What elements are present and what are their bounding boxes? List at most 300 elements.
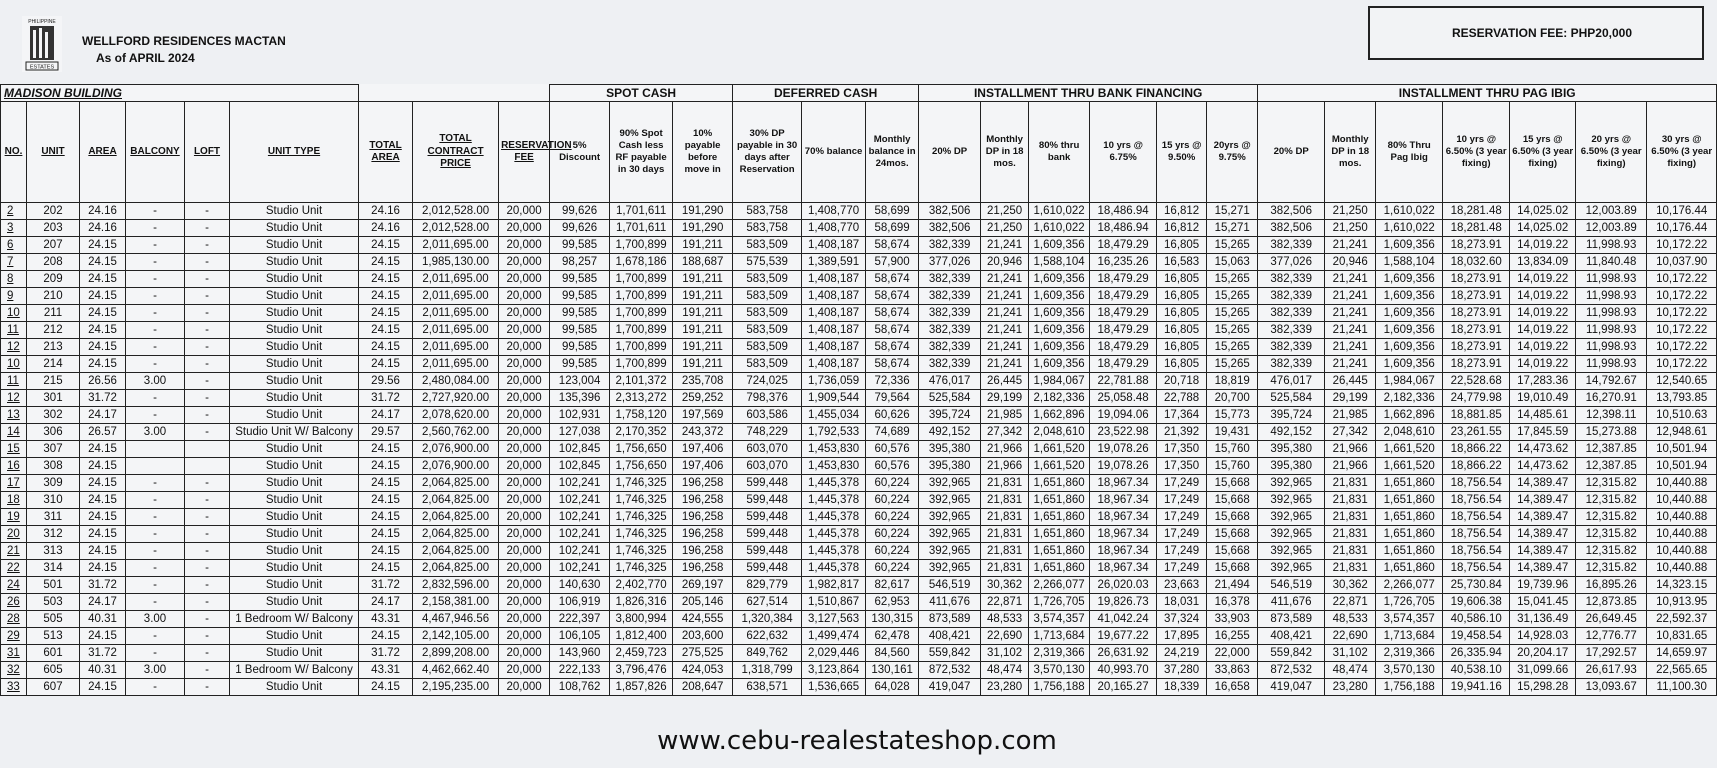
table-cell: 21,241: [981, 339, 1029, 356]
col-header: 80% Thru Pag Ibig: [1376, 102, 1443, 203]
table-cell: -: [185, 543, 230, 560]
table-cell: 10,440.88: [1647, 492, 1717, 509]
table-cell: 48,474: [981, 662, 1029, 679]
table-cell: 123,004: [550, 373, 610, 390]
group-deferred-cash: DEFERRED CASH: [733, 85, 919, 102]
table-cell: 29.56: [359, 373, 413, 390]
col-header: AREA: [80, 102, 126, 203]
table-cell: 1,445,378: [802, 509, 866, 526]
table-cell: 21,250: [981, 203, 1029, 220]
table-cell: 19,431: [1207, 424, 1258, 441]
table-cell: 2,182,336: [1376, 390, 1443, 407]
table-cell: 2,011,695.00: [413, 288, 499, 305]
table-cell: 14,323.15: [1647, 577, 1717, 594]
table-cell: 1,726,705: [1376, 594, 1443, 611]
table-cell: 1,445,378: [802, 526, 866, 543]
table-cell: -: [126, 526, 185, 543]
col-header: BALCONY: [126, 102, 185, 203]
col-header: 20% DP: [1258, 102, 1325, 203]
table-cell: 31,099.66: [1510, 662, 1576, 679]
table-cell: 20,000: [499, 645, 550, 662]
table-cell: 8: [1, 271, 27, 288]
table-cell: [126, 441, 185, 458]
table-cell: 21,241: [1325, 356, 1376, 373]
table-cell: 15,773: [1207, 407, 1258, 424]
table-cell: 1,700,899: [610, 305, 673, 322]
table-cell: 1,909,544: [802, 390, 866, 407]
table-cell: 24.15: [80, 441, 126, 458]
table-cell: 476,017: [919, 373, 981, 390]
table-cell: 43.31: [359, 611, 413, 628]
table-cell: [185, 458, 230, 475]
table-cell: 24.17: [359, 407, 413, 424]
table-cell: 20,946: [981, 254, 1029, 271]
table-cell: 476,017: [1258, 373, 1325, 390]
table-cell: 22,788: [1157, 390, 1207, 407]
table-cell: 58,699: [866, 203, 919, 220]
table-cell: 24.15: [80, 543, 126, 560]
table-cell: 1,408,187: [802, 237, 866, 254]
table-cell: Studio Unit: [230, 237, 359, 254]
table-cell: 24.17: [359, 594, 413, 611]
table-cell: 17,249: [1157, 560, 1207, 577]
table-cell: 197,406: [673, 441, 733, 458]
table-row: [1, 254, 1717, 271]
table-cell: 17,350: [1157, 458, 1207, 475]
table-cell: 11,100.30: [1647, 679, 1717, 696]
table-cell: 18,967.34: [1090, 492, 1157, 509]
table-cell: 31: [1, 645, 27, 662]
table-cell: 382,506: [1258, 203, 1325, 220]
table-row: [1, 424, 1717, 441]
table-cell: -: [185, 594, 230, 611]
table-cell: -: [185, 220, 230, 237]
table-cell: 607: [27, 679, 80, 696]
table-cell: 302: [27, 407, 80, 424]
table-cell: 102,241: [550, 543, 610, 560]
table-cell: 829,779: [733, 577, 802, 594]
table-cell: 395,724: [919, 407, 981, 424]
table-cell: 57,900: [866, 254, 919, 271]
table-cell: 19,739.96: [1510, 577, 1576, 594]
table-cell: 3,800,994: [610, 611, 673, 628]
table-cell: 583,509: [733, 288, 802, 305]
table-cell: -: [185, 237, 230, 254]
table-cell: 24.15: [80, 509, 126, 526]
table-cell: 873,589: [919, 611, 981, 628]
table-cell: 382,339: [1258, 322, 1325, 339]
table-cell: 2,727,920.00: [413, 390, 499, 407]
table-cell: 2,011,695.00: [413, 322, 499, 339]
table-cell: 143,960: [550, 645, 610, 662]
table-cell: 60,224: [866, 492, 919, 509]
table-cell: 599,448: [733, 526, 802, 543]
group-bank-financing: INSTALLMENT THRU BANK FINANCING: [919, 85, 1258, 102]
as-of-date: As of APRIL 2024: [96, 51, 195, 65]
table-cell: 15,668: [1207, 560, 1258, 577]
table-cell: 12,003.89: [1576, 203, 1647, 220]
table-cell: 18,479.29: [1090, 322, 1157, 339]
table-cell: 1,651,860: [1376, 560, 1443, 577]
table-cell: 21,831: [1325, 475, 1376, 492]
table-cell: 24.17: [80, 594, 126, 611]
table-cell: 24.15: [80, 322, 126, 339]
table-cell: 20,000: [499, 220, 550, 237]
table-cell: 235,708: [673, 373, 733, 390]
table-cell: 16,658: [1207, 679, 1258, 696]
table-row: [1, 611, 1717, 628]
table-cell: 18,273.91: [1443, 322, 1510, 339]
table-cell: 15,265: [1207, 356, 1258, 373]
table-cell: -: [185, 475, 230, 492]
table-cell: 1,536,665: [802, 679, 866, 696]
table-cell: 1,746,325: [610, 543, 673, 560]
table-cell: 196,258: [673, 526, 733, 543]
table-cell: -: [185, 305, 230, 322]
table-cell: Studio Unit W/ Balcony: [230, 424, 359, 441]
table-cell: 1,610,022: [1376, 220, 1443, 237]
table-cell: 18,032.60: [1443, 254, 1510, 271]
table-cell: 18,479.29: [1090, 339, 1157, 356]
col-header: 20yrs @ 9.75%: [1207, 102, 1258, 203]
table-cell: 382,339: [1258, 271, 1325, 288]
table-cell: 2,560,762.00: [413, 424, 499, 441]
table-cell: 58,674: [866, 288, 919, 305]
table-cell: 599,448: [733, 475, 802, 492]
table-cell: 15,668: [1207, 526, 1258, 543]
table-cell: 18,967.34: [1090, 526, 1157, 543]
table-cell: 10,172.22: [1647, 271, 1717, 288]
table-cell: 15,668: [1207, 509, 1258, 526]
table-cell: 191,211: [673, 356, 733, 373]
table-cell: 21,966: [1325, 441, 1376, 458]
col-header: Monthly DP in 18 mos.: [1325, 102, 1376, 203]
table-cell: 1 Bedroom W/ Balcony: [230, 662, 359, 679]
table-cell: 1,609,356: [1376, 356, 1443, 373]
table-cell: 20,000: [499, 356, 550, 373]
table-cell: 392,965: [1258, 492, 1325, 509]
table-cell: 309: [27, 475, 80, 492]
table-cell: 3,574,357: [1376, 611, 1443, 628]
table-cell: 130,315: [866, 611, 919, 628]
table-cell: -: [126, 305, 185, 322]
table-cell: 559,842: [919, 645, 981, 662]
col-header: TOTAL CONTRACT PRICE: [413, 102, 499, 203]
table-cell: 10,510.63: [1647, 407, 1717, 424]
table-cell: 21,241: [1325, 288, 1376, 305]
table-cell: 196,258: [673, 509, 733, 526]
table-cell: 24.15: [80, 560, 126, 577]
table-cell: 20,000: [499, 203, 550, 220]
header-spacer: [359, 85, 550, 102]
table-cell: 17,249: [1157, 509, 1207, 526]
table-cell: 191,211: [673, 237, 733, 254]
table-row: [1, 458, 1717, 475]
table-cell: 382,339: [919, 339, 981, 356]
table-cell: 314: [27, 560, 80, 577]
table-cell: 19,458.54: [1443, 628, 1510, 645]
table-cell: 18,031: [1157, 594, 1207, 611]
table-cell: 20,000: [499, 339, 550, 356]
table-cell: 40,538.10: [1443, 662, 1510, 679]
table-row: [1, 203, 1717, 220]
table-cell: 1,453,830: [802, 441, 866, 458]
table-cell: 18,273.91: [1443, 305, 1510, 322]
table-cell: 1,700,899: [610, 339, 673, 356]
table-cell: 31.72: [359, 390, 413, 407]
col-header: Monthly DP in 18 mos.: [981, 102, 1029, 203]
table-cell: 102,241: [550, 475, 610, 492]
col-header: 80% thru bank: [1029, 102, 1090, 203]
table-cell: 16,895.26: [1576, 577, 1647, 594]
table-cell: Studio Unit: [230, 356, 359, 373]
table-cell: 24.15: [359, 475, 413, 492]
table-cell: 20,000: [499, 679, 550, 696]
table-cell: 21,831: [981, 560, 1029, 577]
table-row: [1, 543, 1717, 560]
table-cell: 377,026: [919, 254, 981, 271]
table-cell: Studio Unit: [230, 509, 359, 526]
table-cell: Studio Unit: [230, 305, 359, 322]
table-cell: -: [126, 339, 185, 356]
table-cell: 21,831: [1325, 543, 1376, 560]
table-cell: 603,070: [733, 441, 802, 458]
table-cell: 1,661,520: [1376, 441, 1443, 458]
table-cell: 20,000: [499, 628, 550, 645]
table-cell: 106,919: [550, 594, 610, 611]
table-cell: 18,479.29: [1090, 237, 1157, 254]
table-cell: 62,953: [866, 594, 919, 611]
table-cell: 20,000: [499, 543, 550, 560]
table-cell: 58,674: [866, 322, 919, 339]
table-cell: 40,993.70: [1090, 662, 1157, 679]
table-cell: 382,506: [1258, 220, 1325, 237]
table-cell: -: [126, 203, 185, 220]
table-cell: -: [185, 492, 230, 509]
table-cell: 24.15: [80, 679, 126, 696]
table-cell: 33,863: [1207, 662, 1258, 679]
table-cell: 513: [27, 628, 80, 645]
table-cell: 382,506: [919, 203, 981, 220]
table-cell: 21,250: [1325, 220, 1376, 237]
table-cell: 18,967.34: [1090, 475, 1157, 492]
table-cell: -: [126, 220, 185, 237]
table-cell: 10,440.88: [1647, 475, 1717, 492]
table-cell: 19,094.06: [1090, 407, 1157, 424]
table-cell: 58,674: [866, 271, 919, 288]
table-cell: 1,756,188: [1029, 679, 1090, 696]
table-cell: 12,387.85: [1576, 458, 1647, 475]
table-cell: 18,967.34: [1090, 543, 1157, 560]
table-cell: 1,445,378: [802, 475, 866, 492]
table-cell: 11,998.93: [1576, 288, 1647, 305]
table-cell: 18,756.54: [1443, 492, 1510, 509]
table-row: [1, 628, 1717, 645]
table-cell: 1,320,384: [733, 611, 802, 628]
table-cell: 21,831: [981, 475, 1029, 492]
table-cell: 546,519: [919, 577, 981, 594]
table-cell: 20,000: [499, 526, 550, 543]
column-header-row: [1, 102, 1717, 203]
table-cell: -: [126, 237, 185, 254]
table-cell: 196,258: [673, 492, 733, 509]
table-row: [1, 407, 1717, 424]
table-cell: 13,793.85: [1647, 390, 1717, 407]
table-cell: 21,831: [1325, 526, 1376, 543]
table-cell: 14,389.47: [1510, 492, 1576, 509]
table-cell: 21,241: [1325, 271, 1376, 288]
table-cell: -: [185, 203, 230, 220]
table-cell: 1,651,860: [1029, 492, 1090, 509]
table-cell: 11: [1, 373, 27, 390]
price-list-table: [0, 84, 1717, 696]
table-cell: 1,700,899: [610, 288, 673, 305]
table-cell: 12,315.82: [1576, 492, 1647, 509]
table-cell: 1,651,860: [1376, 526, 1443, 543]
table-cell: 1,746,325: [610, 509, 673, 526]
table-cell: 2,048,610: [1376, 424, 1443, 441]
table-cell: 202: [27, 203, 80, 220]
table-cell: 12,873.85: [1576, 594, 1647, 611]
table-row: [1, 509, 1717, 526]
table-cell: 17: [1, 475, 27, 492]
table-cell: 19,010.49: [1510, 390, 1576, 407]
table-cell: 1,662,896: [1376, 407, 1443, 424]
table-cell: -: [126, 543, 185, 560]
table-cell: 20,000: [499, 492, 550, 509]
table-cell: 1,588,104: [1376, 254, 1443, 271]
table-cell: 20,000: [499, 611, 550, 628]
table-cell: 1,445,378: [802, 560, 866, 577]
table-cell: 2,480,084.00: [413, 373, 499, 390]
table-cell: 1,408,770: [802, 203, 866, 220]
table-row: [1, 441, 1717, 458]
table-cell: 191,211: [673, 322, 733, 339]
table-cell: 12,315.82: [1576, 526, 1647, 543]
table-cell: 19,078.26: [1090, 458, 1157, 475]
table-cell: 1,408,187: [802, 305, 866, 322]
logo-text-top: PHILIPPINE: [28, 19, 56, 25]
table-cell: 1,408,770: [802, 220, 866, 237]
col-header: 10 yrs @ 6.75%: [1090, 102, 1157, 203]
table-cell: 18,273.91: [1443, 271, 1510, 288]
table-cell: 31.72: [80, 645, 126, 662]
table-cell: 1,499,474: [802, 628, 866, 645]
table-cell: 22,871: [1325, 594, 1376, 611]
table-cell: 20,000: [499, 594, 550, 611]
table-cell: 12,540.65: [1647, 373, 1717, 390]
table-cell: 108,762: [550, 679, 610, 696]
table-cell: 16: [1, 458, 27, 475]
table-cell: 24.15: [359, 441, 413, 458]
table-cell: 196,258: [673, 560, 733, 577]
table-cell: 11,998.93: [1576, 356, 1647, 373]
table-cell: 102,241: [550, 492, 610, 509]
table-cell: 1,651,860: [1376, 509, 1443, 526]
table-cell: 24.16: [359, 220, 413, 237]
table-cell: 599,448: [733, 543, 802, 560]
table-cell: 16,805: [1157, 288, 1207, 305]
table-cell: 622,632: [733, 628, 802, 645]
table-cell: 1,609,356: [1029, 305, 1090, 322]
table-cell: [185, 441, 230, 458]
table-cell: Studio Unit: [230, 628, 359, 645]
table-cell: 1,408,187: [802, 288, 866, 305]
table-cell: 2,459,723: [610, 645, 673, 662]
table-cell: 377,026: [1258, 254, 1325, 271]
table-cell: 3,570,130: [1376, 662, 1443, 679]
table-cell: 382,339: [919, 322, 981, 339]
table-cell: 22,592.37: [1647, 611, 1717, 628]
table-cell: -: [185, 577, 230, 594]
table-cell: 382,339: [919, 305, 981, 322]
table-cell: 11,998.93: [1576, 322, 1647, 339]
table-cell: 1,609,356: [1376, 271, 1443, 288]
table-cell: 24.15: [80, 492, 126, 509]
table-cell: 1,445,378: [802, 492, 866, 509]
table-cell: Studio Unit: [230, 475, 359, 492]
table-cell: 14,659.97: [1647, 645, 1717, 662]
table-cell: 1,726,705: [1029, 594, 1090, 611]
table-cell: 209: [27, 271, 80, 288]
table-cell: 24.15: [80, 475, 126, 492]
table-cell: 583,758: [733, 203, 802, 220]
table-cell: 14,389.47: [1510, 509, 1576, 526]
table-cell: 19,078.26: [1090, 441, 1157, 458]
table-cell: 191,290: [673, 220, 733, 237]
table-cell: 306: [27, 424, 80, 441]
table-row: [1, 645, 1717, 662]
table-cell: 14,019.22: [1510, 271, 1576, 288]
table-cell: 14,928.03: [1510, 628, 1576, 645]
table-cell: 31.72: [80, 577, 126, 594]
table-cell: 3,127,563: [802, 611, 866, 628]
table-cell: 16,805: [1157, 322, 1207, 339]
table-cell: 25,730.84: [1443, 577, 1510, 594]
table-cell: 60,626: [866, 407, 919, 424]
table-cell: 3,796,476: [610, 662, 673, 679]
table-cell: 2,064,825.00: [413, 543, 499, 560]
table-cell: 243,372: [673, 424, 733, 441]
col-header: 20% DP: [919, 102, 981, 203]
table-cell: 99,585: [550, 322, 610, 339]
table-cell: 392,965: [919, 509, 981, 526]
table-cell: 22,781.88: [1090, 373, 1157, 390]
table-cell: 18,281.48: [1443, 220, 1510, 237]
table-cell: 1,661,520: [1376, 458, 1443, 475]
table-cell: Studio Unit: [230, 543, 359, 560]
table-cell: 29.57: [359, 424, 413, 441]
table-cell: 11,840.48: [1576, 254, 1647, 271]
table-cell: 382,339: [1258, 356, 1325, 373]
table-cell: 18,479.29: [1090, 271, 1157, 288]
table-cell: 205,146: [673, 594, 733, 611]
table-cell: 1,651,860: [1029, 543, 1090, 560]
table-cell: 10,440.88: [1647, 543, 1717, 560]
table-cell: 2,319,366: [1029, 645, 1090, 662]
table-cell: -: [126, 407, 185, 424]
table-cell: 82,617: [866, 577, 919, 594]
table-cell: 48,533: [1325, 611, 1376, 628]
table-cell: 14,389.47: [1510, 560, 1576, 577]
table-cell: 17,895: [1157, 628, 1207, 645]
table-cell: 307: [27, 441, 80, 458]
table-cell: 30,362: [1325, 577, 1376, 594]
table-cell: 48,474: [1325, 662, 1376, 679]
table-cell: 26,617.93: [1576, 662, 1647, 679]
table-cell: 24.15: [80, 339, 126, 356]
table-cell: 2,064,825.00: [413, 509, 499, 526]
